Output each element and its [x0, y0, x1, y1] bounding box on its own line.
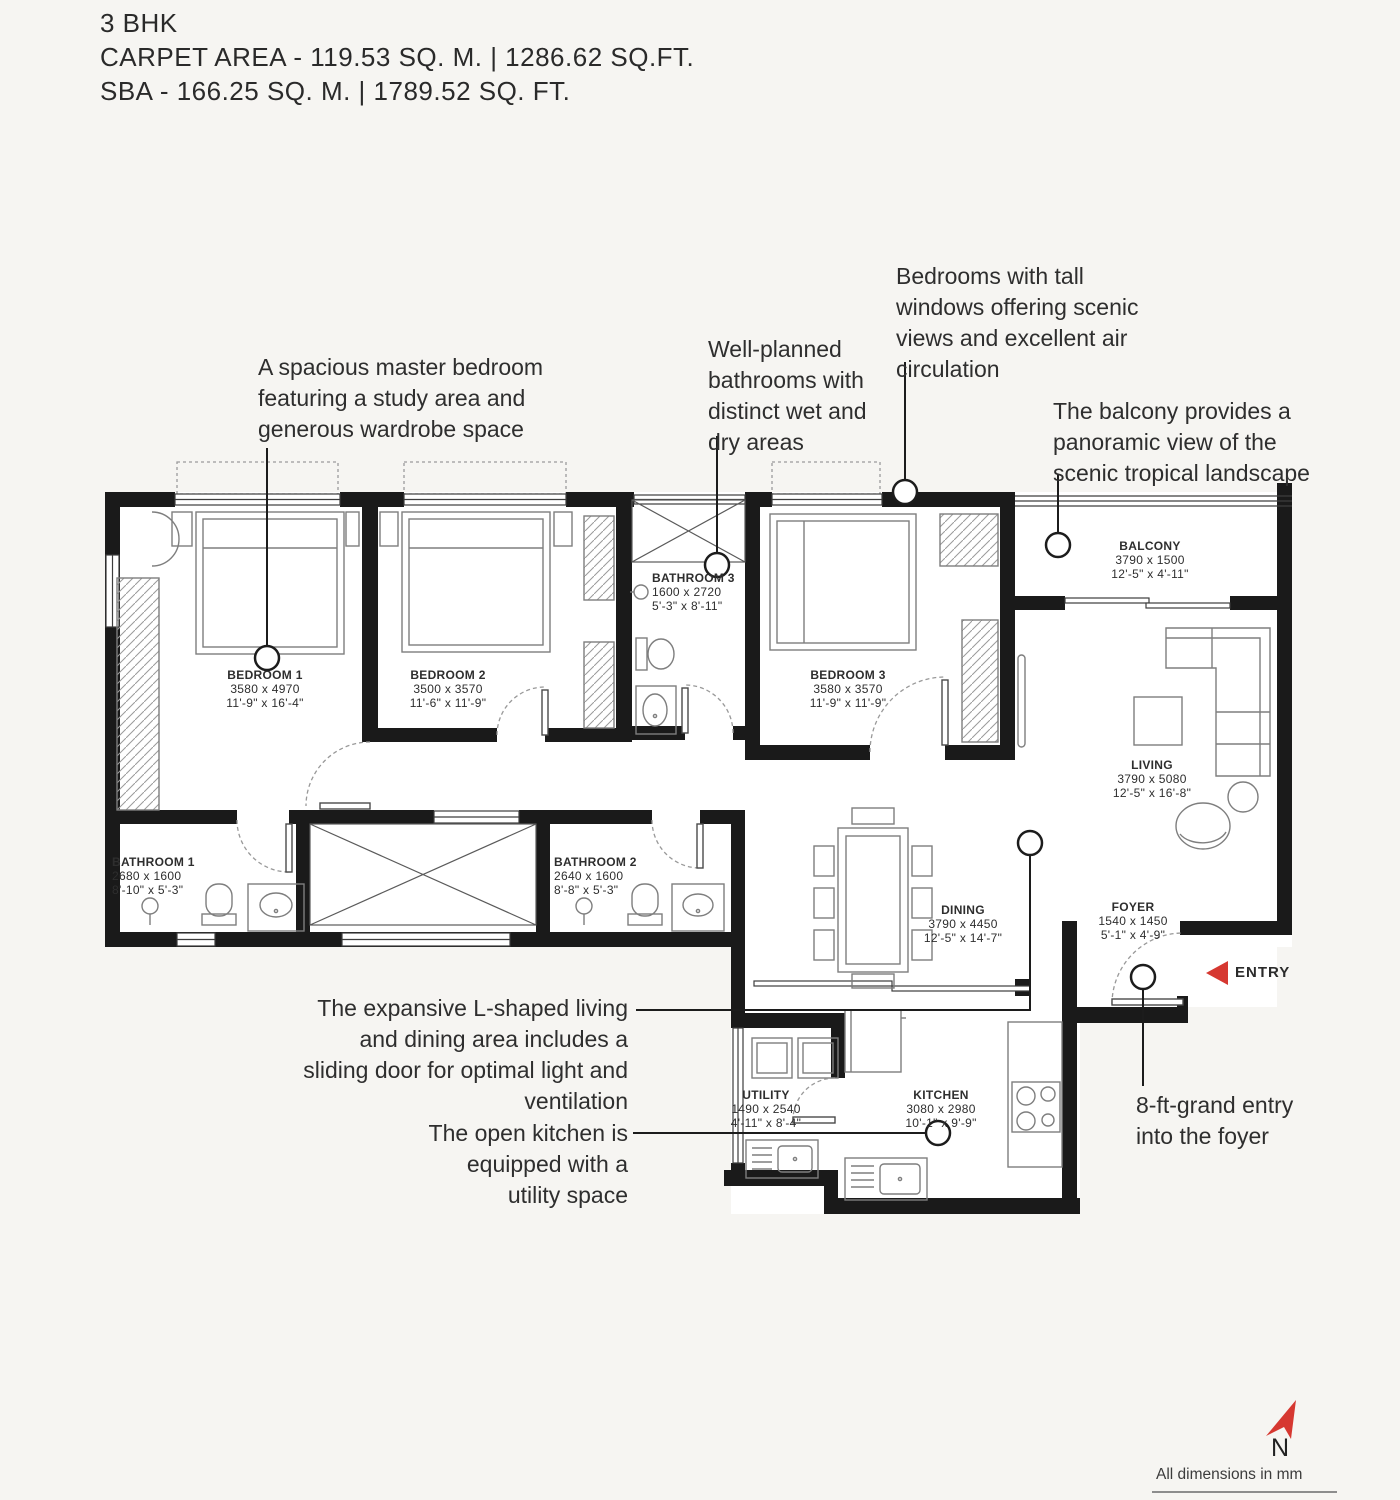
room-label-living: LIVING 3790 x 5080 12'-5" x 16'-8"	[1112, 758, 1192, 800]
dimensions-note: All dimensions in mm	[1156, 1466, 1303, 1483]
callout-bedrooms: Bedrooms with tall windows offering scenic views and excellent air circulation	[896, 263, 1139, 382]
callout-kitchen: The open kitchen is equipped with a utility space	[428, 1120, 628, 1208]
callout-balcony: The balcony provides a panoramic view of the scenic tropical landscape	[1053, 398, 1310, 486]
entry-label: ENTRY	[1235, 964, 1291, 981]
room-label-bathroom-3: BATHROOM 3 1600 x 2720 5'-3" x 8'-11"	[652, 571, 735, 613]
room-label-utility: UTILITY 1490 x 2540 4'-11" x 8'-4"	[730, 1088, 802, 1130]
room-label-bathroom-2: BATHROOM 2 2640 x 1600 8'-8" x 5'-3"	[554, 855, 637, 897]
callout-living-dining: The expansive L-shaped living and dining area includes a sliding door for optimal light and ventilation	[303, 995, 628, 1114]
room-label-foyer: FOYER 1540 x 1450 5'-1" x 4'-9"	[1098, 900, 1168, 942]
callout-master-bedroom: A spacious master bedroom featuring a study area and generous wardrobe space	[258, 354, 544, 442]
carpet-area: CARPET AREA - 119.53 SQ. M. | 1286.62 SQ.FT.	[100, 42, 695, 72]
room-label-bedroom-1: BEDROOM 1 3580 x 4970 11'-9" x 16'-4"	[226, 668, 304, 710]
room-label-bedroom-3: BEDROOM 3 3580 x 3570 11'-9" x 11'-9"	[809, 668, 887, 710]
plan-header	[100, 6, 694, 108]
room-label-balcony: BALCONY 3790 x 1500 12'-5" x 4'-11"	[1111, 539, 1189, 581]
sba: SBA - 166.25 SQ. M. | 1789.52 SQ. FT.	[100, 76, 571, 106]
callout-entry: 8-ft-grand entry into the foyer	[1136, 1092, 1294, 1149]
footer-rule	[1152, 1491, 1337, 1493]
callout-bathrooms: Well-planned bathrooms with distinct wet and dry areas	[708, 336, 867, 455]
room-label-kitchen: KITCHEN 3080 x 2980 10'-1" x 9'-9"	[905, 1088, 977, 1130]
room-label-dining: DINING 3790 x 4450 12'-5" x 14'-7"	[923, 903, 1003, 945]
compass-n-label: N	[1271, 1434, 1290, 1462]
plan-title: 3 BHK	[100, 8, 178, 38]
window-projections	[177, 462, 880, 494]
room-label-bathroom-1: BATHROOM 1 2680 x 1600 8'-10" x 5'-3"	[112, 855, 195, 897]
room-label-bedroom-2: BEDROOM 2 3500 x 3570 11'-6" x 11'-9"	[409, 668, 487, 710]
